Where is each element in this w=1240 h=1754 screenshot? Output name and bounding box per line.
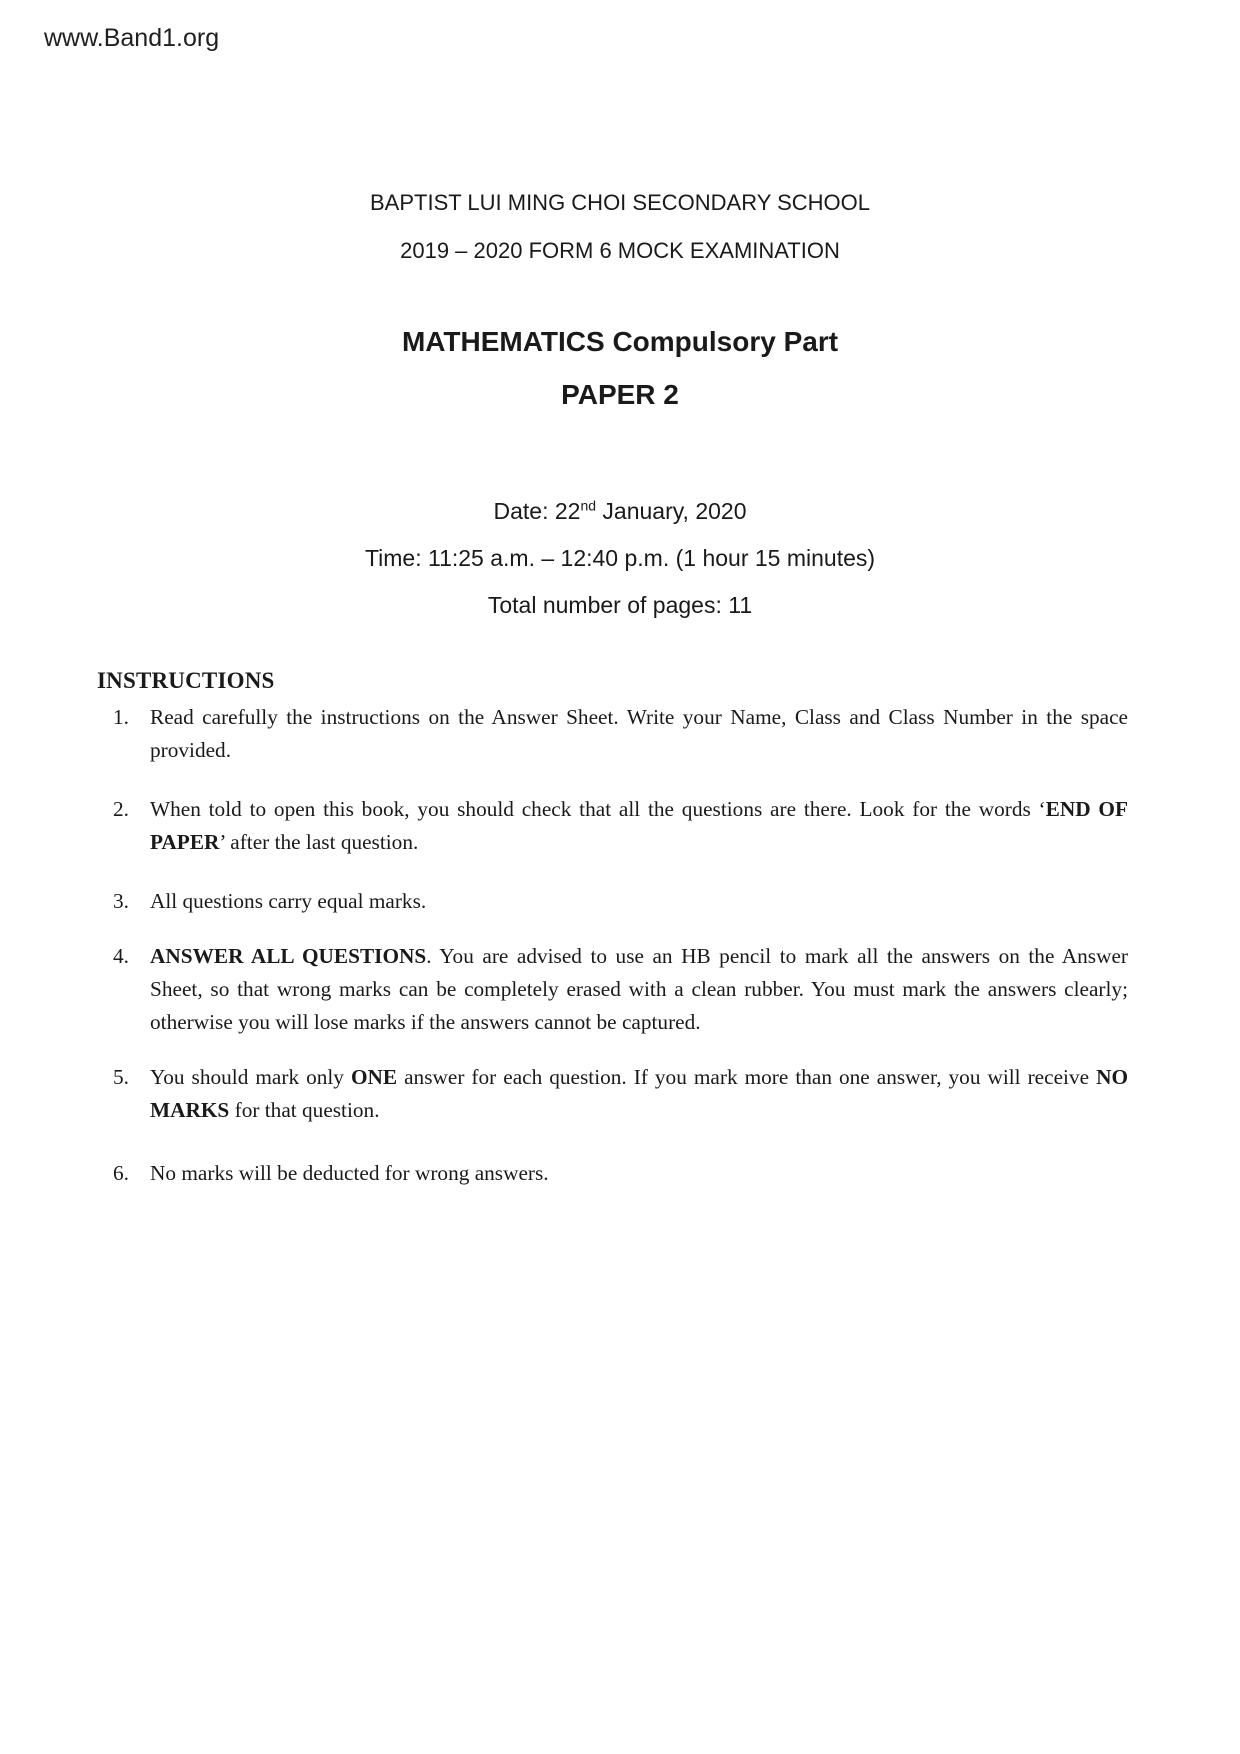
text-segment: ’ after the last question. <box>219 830 419 854</box>
item-number: 6. <box>113 1161 129 1185</box>
text-segment-bold: ANSWER ALL QUESTIONS <box>150 944 427 968</box>
text-segment: answer for each question. If you mark more than one answer, you will receive <box>397 1065 1097 1089</box>
instructions-list <box>97 701 1128 1190</box>
instruction-item-6 <box>97 1157 1128 1190</box>
date-ordinal-superscript: nd <box>580 497 597 514</box>
instruction-item-2 <box>97 793 1128 859</box>
item-number: 2. <box>113 797 129 821</box>
exam-title: 2019 – 2020 FORM 6 MOCK EXAMINATION <box>400 238 840 263</box>
text-segment: No marks will be deducted for wrong answers. <box>150 1161 549 1185</box>
paper-number: PAPER 2 <box>561 379 679 410</box>
item-number: 5. <box>113 1065 129 1089</box>
text-segment: When told to open this book, you should check that all the questions are there. Look for the words ‘ <box>150 797 1046 821</box>
instruction-item-4 <box>97 940 1128 1039</box>
item-text <box>150 701 1128 767</box>
text-segment: You should mark only <box>150 1065 351 1089</box>
item-number: 1. <box>113 705 129 729</box>
item-number: 4. <box>113 944 129 968</box>
instructions-heading: INSTRUCTIONS <box>97 668 275 693</box>
subject-title: MATHEMATICS Compulsory Part <box>401 326 839 357</box>
instruction-item-1 <box>97 701 1128 767</box>
text-segment-bold: NO MARKS <box>150 1065 1129 1122</box>
text-segment: Read carefully the instructions on the Answer Sheet. Write your Name, Class and Class Number in the space provided. <box>150 705 1128 762</box>
item-text <box>150 1061 1128 1127</box>
exam-time: Time: 11:25 a.m. – 12:40 p.m. (1 hour 15 minutes) <box>364 545 876 571</box>
total-pages: Total number of pages: 11 <box>487 592 753 618</box>
text-segment-bold: END OF PAPER <box>150 797 1128 854</box>
item-text <box>150 1157 1128 1190</box>
instruction-item-3 <box>97 885 1128 918</box>
text-segment: for that question. <box>229 1098 380 1122</box>
date-prefix: Date: 22 <box>493 498 581 524</box>
item-text <box>150 885 1128 918</box>
text-segment: All questions carry equal marks. <box>150 889 427 913</box>
item-text <box>150 793 1128 859</box>
exam-date <box>0 498 1240 525</box>
instruction-item-5 <box>97 1061 1128 1127</box>
school-name: BAPTIST LUI MING CHOI SECONDARY SCHOOL <box>370 190 870 215</box>
item-text <box>150 940 1128 1039</box>
date-suffix: January, 2020 <box>596 498 747 524</box>
text-segment: . You are advised to use an HB pencil to mark all the answers on the Answer Sheet, so that wrong marks can be completely erased with a clean rubber. You must mark the answers clearly; otherwise you will lose marks if the answers cannot be captured. <box>150 944 1128 1034</box>
watermark-text: www.Band1.org <box>44 24 220 52</box>
text-segment-bold: ONE <box>350 1065 398 1089</box>
item-number: 3. <box>113 889 129 913</box>
